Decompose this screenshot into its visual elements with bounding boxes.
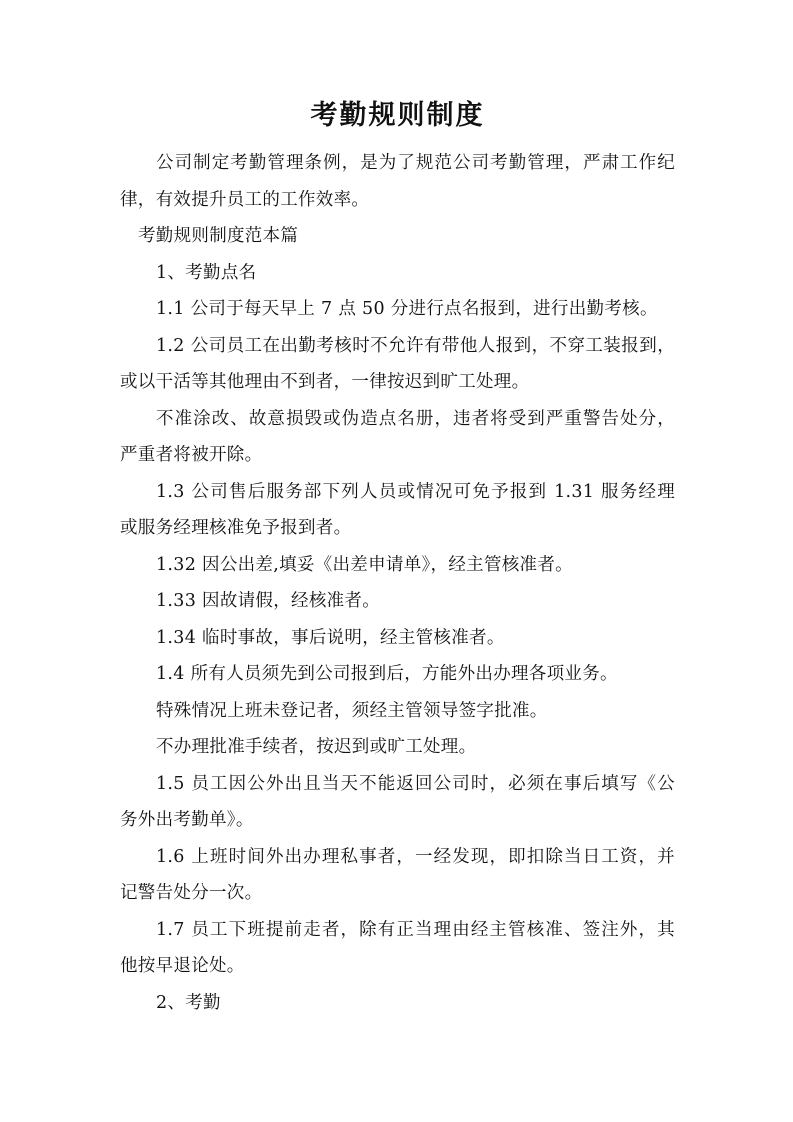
- clause-no-approval: 不办理批准手续者，按迟到或旷工处理。: [156, 737, 477, 757]
- clause-1-2-line-2: 或以干活等其他理由不到者，一律按迟到旷工处理。: [120, 372, 530, 392]
- clause-1-7-line-1: 1.7 员工下班提前走者，除有正当理由经主管核准、签注外，其: [156, 920, 675, 940]
- clause-1-5-line-2: 务外出考勤单》。: [120, 810, 254, 830]
- section-heading-template: 考勤规则制度范本篇: [138, 226, 299, 246]
- clause-1-1: 1.1 公司于每天早上 7 点 50 分进行点名报到，进行出勤考核。: [156, 299, 658, 319]
- clause-1-3-line-2: 或服务经理核准免予报到者。: [120, 518, 352, 538]
- clause-1-34: 1.34 临时事故，事后说明，经主管核准者。: [156, 628, 505, 648]
- clause-1-5-line-1: 1.5 员工因公外出且当天不能返回公司时，必须在事后填写《公: [156, 774, 675, 794]
- clause-1-7-line-2: 他按早退论处。: [120, 956, 245, 976]
- document-title: 考勤规则制度: [310, 100, 485, 131]
- clause-forgery-line-2: 严重者将被开除。: [120, 445, 263, 465]
- clause-1-33: 1.33 因故请假，经核准者。: [156, 591, 381, 611]
- clause-1-4: 1.4 所有人员须先到公司报到后，方能外出办理各项业务。: [156, 664, 618, 684]
- section-heading-1: 1、考勤点名: [156, 263, 257, 283]
- clause-1-6-line-1: 1.6 上班时间外出办理私事者，一经发现，即扣除当日工资，并: [156, 847, 675, 867]
- clause-1-32: 1.32 因公出差,填妥《出差申请单》，经主管核准者。: [156, 555, 573, 575]
- clause-forgery-line-1: 不准涂改、故意损毁或伪造点名册，违者将受到严重警告处分，: [156, 409, 675, 429]
- clause-1-2-line-1: 1.2 公司员工在出勤考核时不允许有带他人报到，不穿工装报到，: [156, 336, 675, 356]
- section-heading-2: 2、考勤: [156, 993, 221, 1013]
- paragraph-intro-line-2: 律，有效提升员工的工作效率。: [120, 190, 370, 210]
- clause-1-6-line-2: 记警告处分一次。: [120, 883, 263, 903]
- clause-special-case: 特殊情况上班未登记者，须经主管领导签字批准。: [156, 701, 548, 721]
- clause-1-3-line-1: 1.3 公司售后服务部下列人员或情况可免予报到 1.31 服务经理: [156, 482, 675, 502]
- paragraph-intro-line-1: 公司制定考勤管理条例，是为了规范公司考勤管理，严肃工作纪: [156, 153, 675, 173]
